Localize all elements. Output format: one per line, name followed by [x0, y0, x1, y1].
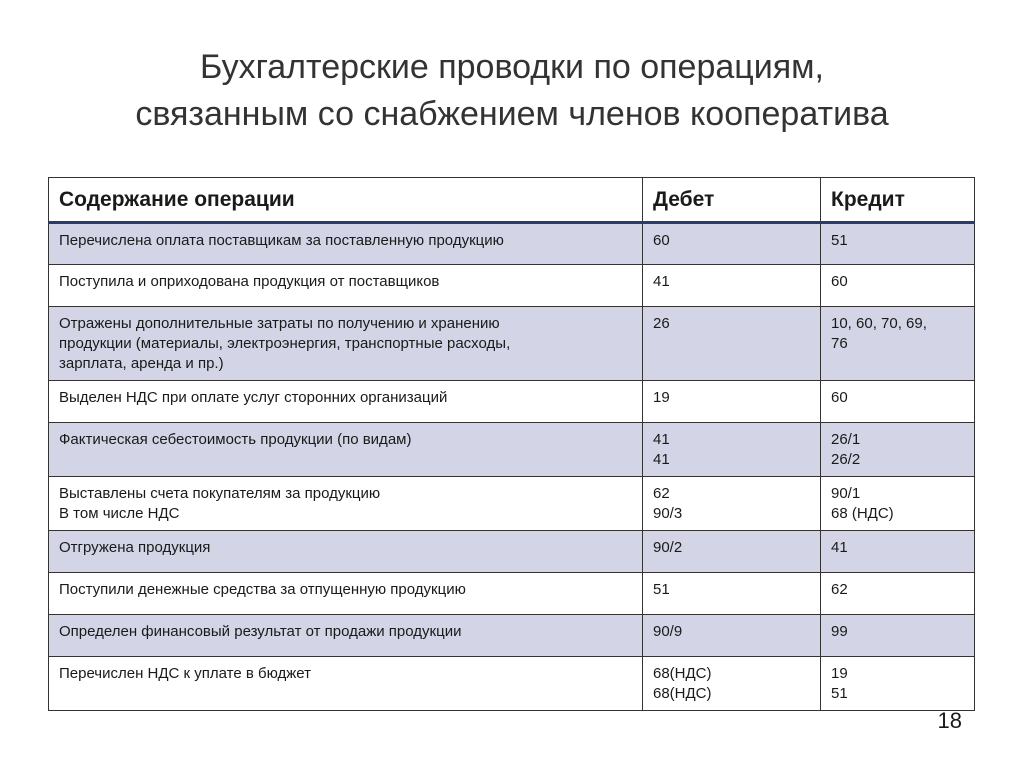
cell-debit-line: 68(НДС): [653, 665, 712, 682]
table-row: [49, 531, 975, 573]
cell-debit: [643, 223, 821, 265]
cell-credit-line: 99: [831, 623, 848, 640]
cell-credit: [821, 381, 975, 423]
table-row: [49, 307, 975, 381]
cell-credit: [821, 531, 975, 573]
cell-operation-line: Перечислена оплата поставщикам за поставленную продукцию: [59, 232, 504, 249]
cell-credit-line: 51: [831, 232, 848, 249]
cell-operation-line: Фактическая себестоимость продукции (по видам): [59, 431, 412, 448]
cell-debit-line: 62: [653, 485, 670, 502]
cell-operation-line: Выделен НДС при оплате услуг сторонних организаций: [59, 389, 448, 406]
cell-credit: [821, 223, 975, 265]
cell-operation: [49, 423, 643, 477]
cell-operation: [49, 307, 643, 381]
cell-debit: [643, 615, 821, 657]
table-row: [49, 423, 975, 477]
cell-debit-line: 90/2: [653, 539, 683, 556]
cell-credit-line: 62: [831, 581, 848, 598]
cell-operation-line: Перечислен НДС к уплате в бюджет: [59, 665, 312, 682]
cell-operation-line: зарплата, аренда и пр.): [59, 355, 224, 372]
cell-operation-line: Отражены дополнительные затраты по получению и хранению: [59, 315, 500, 332]
cell-credit-line: 51: [831, 685, 848, 702]
cell-debit-line: 41: [653, 273, 670, 290]
cell-operation: [49, 381, 643, 423]
header-operation: Содержание операции: [49, 178, 643, 223]
cell-operation-line: В том числе НДС: [59, 505, 180, 522]
table-row: [49, 657, 975, 711]
cell-credit-line: 19: [831, 665, 848, 682]
cell-debit-line: 60: [653, 232, 670, 249]
cell-credit-line: 90/1: [831, 485, 861, 502]
cell-operation: [49, 477, 643, 531]
cell-credit-line: 68 (НДС): [831, 505, 894, 522]
cell-debit-line: 41: [653, 431, 670, 448]
cell-debit: [643, 477, 821, 531]
table-header-row: [49, 178, 975, 223]
table-body: [49, 223, 975, 711]
table-row: [49, 381, 975, 423]
cell-credit: [821, 615, 975, 657]
header-debit: Дебет: [643, 178, 821, 223]
cell-debit-line: 90/3: [653, 505, 683, 522]
cell-operation: [49, 657, 643, 711]
cell-credit-line: 76: [831, 335, 848, 352]
cell-credit-line: 10, 60, 70, 69,: [831, 315, 927, 332]
cell-debit: [643, 573, 821, 615]
cell-debit: [643, 265, 821, 307]
slide-title-line-2: связанным со снабжением членов кооператива: [135, 95, 889, 133]
cell-credit-line: 26/1: [831, 431, 861, 448]
cell-credit-line: 26/2: [831, 451, 861, 468]
cell-credit: [821, 307, 975, 381]
cell-debit-line: 68(НДС): [653, 685, 712, 702]
cell-operation-line: Поступила и оприходована продукция от поставщиков: [59, 273, 440, 290]
cell-debit: [643, 531, 821, 573]
cell-credit-line: 60: [831, 389, 848, 406]
table-row: [49, 573, 975, 615]
operations-table: [48, 177, 975, 711]
cell-credit: [821, 573, 975, 615]
cell-credit: [821, 423, 975, 477]
cell-operation: [49, 265, 643, 307]
cell-credit: [821, 477, 975, 531]
cell-operation-line: Отгружена продукция: [59, 539, 211, 556]
cell-operation: [49, 573, 643, 615]
cell-operation: [49, 223, 643, 265]
slide-title-line-1: Бухгалтерские проводки по операциям,: [200, 48, 824, 86]
cell-debit: [643, 657, 821, 711]
table-row: [49, 223, 975, 265]
slide-title: [0, 44, 1024, 138]
cell-credit-line: 41: [831, 539, 848, 556]
cell-debit-line: 51: [653, 581, 670, 598]
table-row: [49, 477, 975, 531]
cell-operation: [49, 531, 643, 573]
cell-debit-line: 26: [653, 315, 670, 332]
cell-credit: [821, 657, 975, 711]
cell-operation-line: Поступили денежные средства за отпущенную продукцию: [59, 581, 466, 598]
cell-credit: [821, 265, 975, 307]
cell-debit-line: 19: [653, 389, 670, 406]
cell-operation-line: продукции (материалы, электроэнергия, транспортные расходы,: [59, 335, 511, 352]
table-row: [49, 265, 975, 307]
cell-operation-line: Определен финансовый результат от продажи продукции: [59, 623, 462, 640]
cell-debit: [643, 307, 821, 381]
header-credit: Кредит: [821, 178, 975, 223]
cell-credit-line: 60: [831, 273, 848, 290]
cell-debit: [643, 381, 821, 423]
cell-debit-line: 41: [653, 451, 670, 468]
cell-debit-line: 90/9: [653, 623, 683, 640]
cell-operation-line: Выставлены счета покупателям за продукцию: [59, 485, 381, 502]
page-number: 18: [937, 708, 962, 733]
cell-operation: [49, 615, 643, 657]
table-row: [49, 615, 975, 657]
cell-debit: [643, 423, 821, 477]
